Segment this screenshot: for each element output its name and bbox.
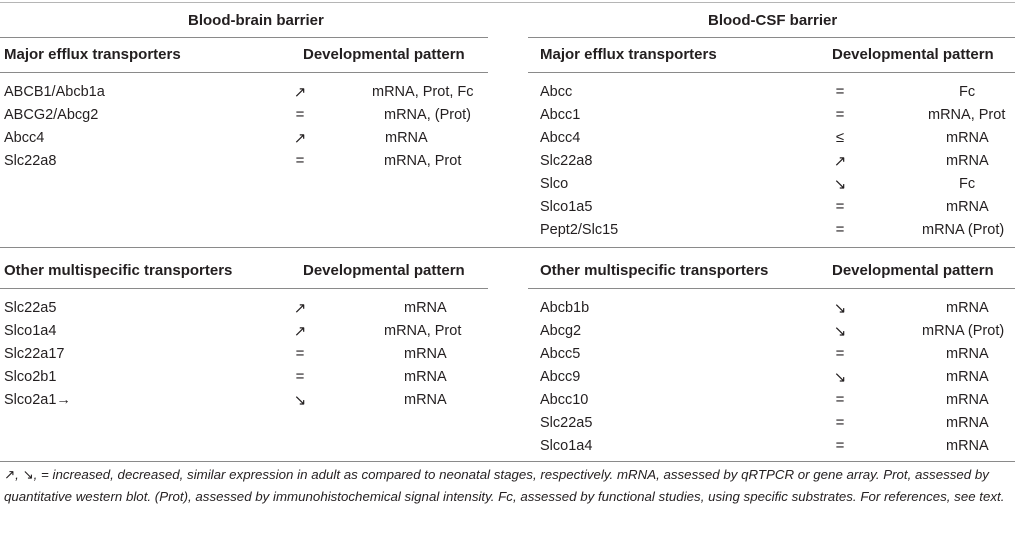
- transporter-name: Slco: [540, 176, 569, 192]
- trend-arrow-icon: ↘: [293, 392, 307, 409]
- evidence-value: mRNA: [385, 130, 428, 146]
- transporter-name: Slco1a5: [540, 199, 593, 215]
- evidence-value: mRNA: [404, 346, 447, 362]
- evidence-value: Fc: [959, 84, 976, 100]
- bottom-rule: [0, 461, 1015, 462]
- bbb-major-header: Major efflux transporters: [4, 46, 181, 63]
- bbb-other-header-rule: [0, 288, 488, 289]
- transporter-name: Slc22a17: [4, 346, 65, 362]
- trend-arrow-icon: ↘: [833, 369, 847, 386]
- transporter-name: Abcg2: [540, 323, 582, 339]
- evidence-value: mRNA, Prot: [384, 323, 462, 339]
- evidence-value: mRNA, Prot, Fc: [372, 84, 474, 100]
- evidence-value: mRNA: [946, 346, 989, 362]
- bbb-pattern-header: Developmental pattern: [303, 46, 465, 63]
- evidence-value: mRNA (Prot): [922, 222, 1005, 238]
- transporter-name: Abcc10: [540, 392, 589, 408]
- table-footnote: ↗, ↘, = increased, decreased, similar expression in adult as compared to neonatal stages, respectively. mRNA, assessed by qRTPCR or gene array. Prot, assessed by quantitative western blot. (Prot), assessed by immunohistochemical signal intensity. Fc, assessed by functional studies, using specific substrates. For references, see text.: [4, 467, 1005, 504]
- transporter-name: Abcc: [540, 84, 573, 100]
- trend-arrow-icon: =: [835, 106, 845, 123]
- transporter-name: Slc22a8: [4, 153, 57, 169]
- evidence-value: mRNA: [946, 369, 989, 385]
- evidence-value: mRNA: [946, 392, 989, 408]
- evidence-value: mRNA: [946, 438, 989, 454]
- evidence-value: mRNA: [946, 153, 989, 169]
- trend-arrow-icon: =: [295, 345, 305, 362]
- transporter-name: Slc22a5: [4, 300, 57, 316]
- trend-arrow-icon: =: [835, 414, 845, 431]
- trend-arrow-icon: =: [835, 83, 845, 100]
- trend-arrow-icon: =: [835, 391, 845, 408]
- evidence-value: mRNA, Prot: [928, 107, 1006, 123]
- evidence-value: Fc: [959, 176, 976, 192]
- trend-arrow-icon: ↗: [293, 130, 307, 147]
- trend-arrow-icon: ↘: [833, 323, 847, 340]
- middle-rule: [0, 247, 1015, 248]
- trend-arrow-icon: =: [835, 221, 845, 238]
- transporter-name: ABCG2/Abcg2: [4, 107, 99, 123]
- bbb-other-header: Other multispecific transporters: [4, 262, 233, 279]
- trend-arrow-icon: ≤: [835, 129, 845, 146]
- top-rule: [0, 2, 1015, 3]
- transporter-name: Slco1a4: [4, 323, 57, 339]
- trend-arrow-icon: =: [295, 106, 305, 123]
- csf-other-pattern-header: Developmental pattern: [832, 262, 994, 279]
- trend-arrow-icon: ↘: [833, 176, 847, 193]
- trend-arrow-icon: ↗: [293, 84, 307, 101]
- evidence-value: mRNA: [946, 300, 989, 316]
- csf-title: Blood-CSF barrier: [708, 12, 838, 29]
- evidence-value: mRNA (Prot): [922, 323, 1005, 339]
- transporter-name: Slco2a1→: [4, 392, 71, 408]
- transporter-name: Slc22a5: [540, 415, 593, 431]
- bbb-title: Blood-brain barrier: [188, 12, 324, 29]
- evidence-value: mRNA: [404, 300, 447, 316]
- transporter-name: Slco1a4: [540, 438, 593, 454]
- trend-arrow-icon: ↗: [293, 300, 307, 317]
- bbb-other-pattern-header: Developmental pattern: [303, 262, 465, 279]
- transporter-name: Slco2b1: [4, 369, 57, 385]
- transporter-name: Abcc5: [540, 346, 581, 362]
- evidence-value: mRNA, Prot: [384, 153, 462, 169]
- trend-arrow-icon: =: [295, 368, 305, 385]
- trend-arrow-icon: ↗: [293, 323, 307, 340]
- csf-other-header: Other multispecific transporters: [540, 262, 769, 279]
- trend-arrow-icon: =: [835, 437, 845, 454]
- transporter-name: Abcc9: [540, 369, 581, 385]
- bbb-major-header-rule: [0, 72, 488, 73]
- evidence-value: mRNA: [946, 199, 989, 215]
- trend-arrow-icon: =: [835, 345, 845, 362]
- transporter-name: ABCB1/Abcb1a: [4, 84, 105, 100]
- trend-arrow-icon: ↗: [833, 153, 847, 170]
- transporter-name: Abcc4: [4, 130, 45, 146]
- csf-other-header-rule: [528, 288, 1015, 289]
- transporter-name: Abcb1b: [540, 300, 590, 316]
- trend-arrow-icon: ↘: [833, 300, 847, 317]
- csf-title-rule: [528, 37, 1015, 38]
- csf-major-header-rule: [528, 72, 1015, 73]
- transporter-name: Pept2/Slc15: [540, 222, 619, 238]
- evidence-value: mRNA: [404, 369, 447, 385]
- transporter-name: Abcc4: [540, 130, 581, 146]
- trend-arrow-icon: =: [835, 198, 845, 215]
- csf-major-header: Major efflux transporters: [540, 46, 717, 63]
- evidence-value: mRNA, (Prot): [384, 107, 471, 123]
- transporter-name: Slc22a8: [540, 153, 593, 169]
- evidence-value: mRNA: [946, 415, 989, 431]
- transporter-name: Abcc1: [540, 107, 581, 123]
- trend-arrow-icon: =: [295, 152, 305, 169]
- csf-pattern-header: Developmental pattern: [832, 46, 994, 63]
- bbb-title-rule: [0, 37, 488, 38]
- evidence-value: mRNA: [404, 392, 447, 408]
- evidence-value: mRNA: [946, 130, 989, 146]
